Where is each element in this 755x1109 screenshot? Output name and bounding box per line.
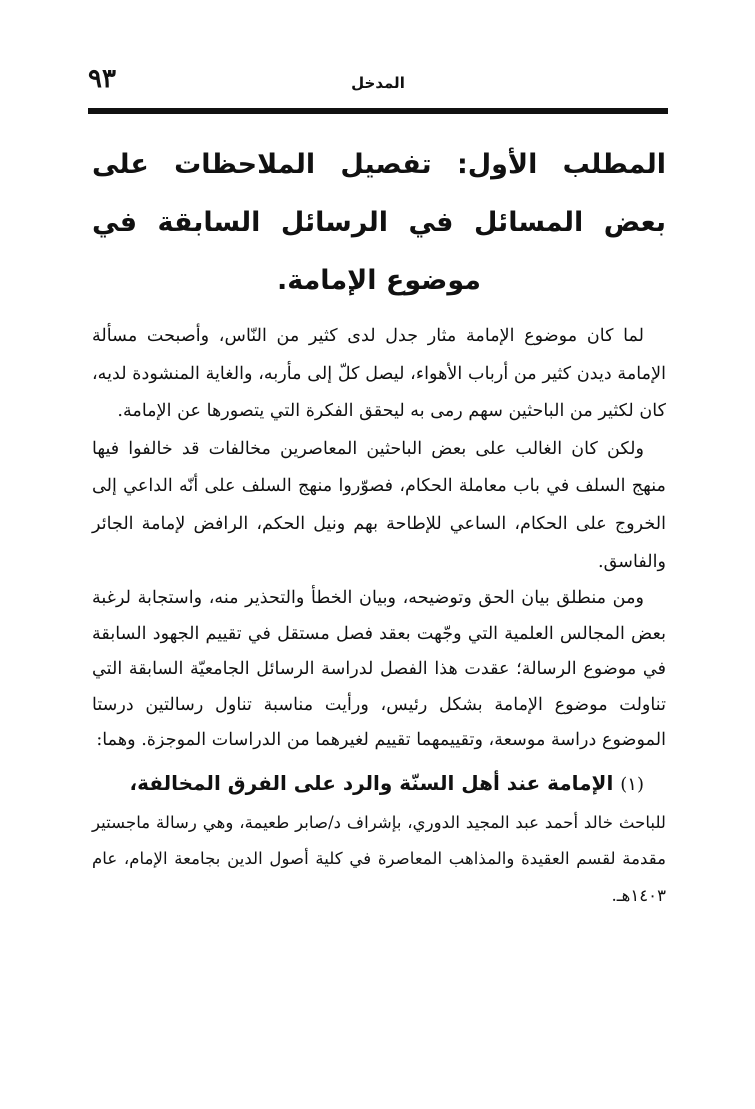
paragraph-1: لما كان موضوع الإمامة مثار جدل لدى كثير من النّاس، وأصبحت مسألة الإمامة ديدن كثير من أرباب الأهواء، ليصل كلّ إلى مأربه، والغاية المنشودة لديه، كان لكثير من الباحثين سهم رمى به ليحقق الفكرة التي يتصورها عن الإمامة. [92,326,666,422]
section-title: المطلب الأول: تفصيل الملاحظات على بعض المسائل في الرسائل السابقة في موضوع الإمامة. [92,149,666,296]
reference-title: الإمامة عند أهل السنّة والرد على الفرق المخالفة، [129,770,614,795]
page-header [88,64,668,104]
reference-heading [92,763,666,805]
page-body [92,136,666,914]
page-number: ٩٣ [88,64,116,94]
reference-number: (١) [620,773,644,795]
header-rule [88,108,668,114]
running-head: المدخل [351,74,405,92]
paragraph-3: ومن منطلق بيان الحق وتوضيحه، وبيان الخطأ والتحذير منه، واستجابة لرغبة بعض المجالس العلمية التي وجّهت بعقد فصل مستقل في تقييم الجهود السابقة في موضوع الرسالة؛ عقدت هذا الفصل لدراسة الرسائل الجامعيّة السابقة التي تناولت موضوع الإمامة بشكل رئيس، ورأيت مناسبة تناول رسالتين درستا الموضوع دراسة موسعة، وتقييمهما تقييم لغيرهما من الدراسات الموجزة. وهما: [92,588,666,751]
reference-body: للباحث خالد أحمد عبد المجيد الدوري، بإشراف د/صابر طعيمة، وهي رسالة ماجستير مقدمة لقسم العقيدة والمذاهب المعاصرة في كلية أصول الدين بجامعة الإمام، عام ١٤٠٣هـ. [92,812,666,905]
paragraph-2: ولكن كان الغالب على بعض الباحثين المعاصرين مخالفات قد خالفوا فيها منهج السلف في باب معاملة الحكام، فصوّروا منهج السلف على أنّه الداعي إلى الخروج على الحكام، الساعي للإطاحة بهم ونيل الحكم، الرافض لإمامة الجائر والفاسق. [92,438,666,572]
